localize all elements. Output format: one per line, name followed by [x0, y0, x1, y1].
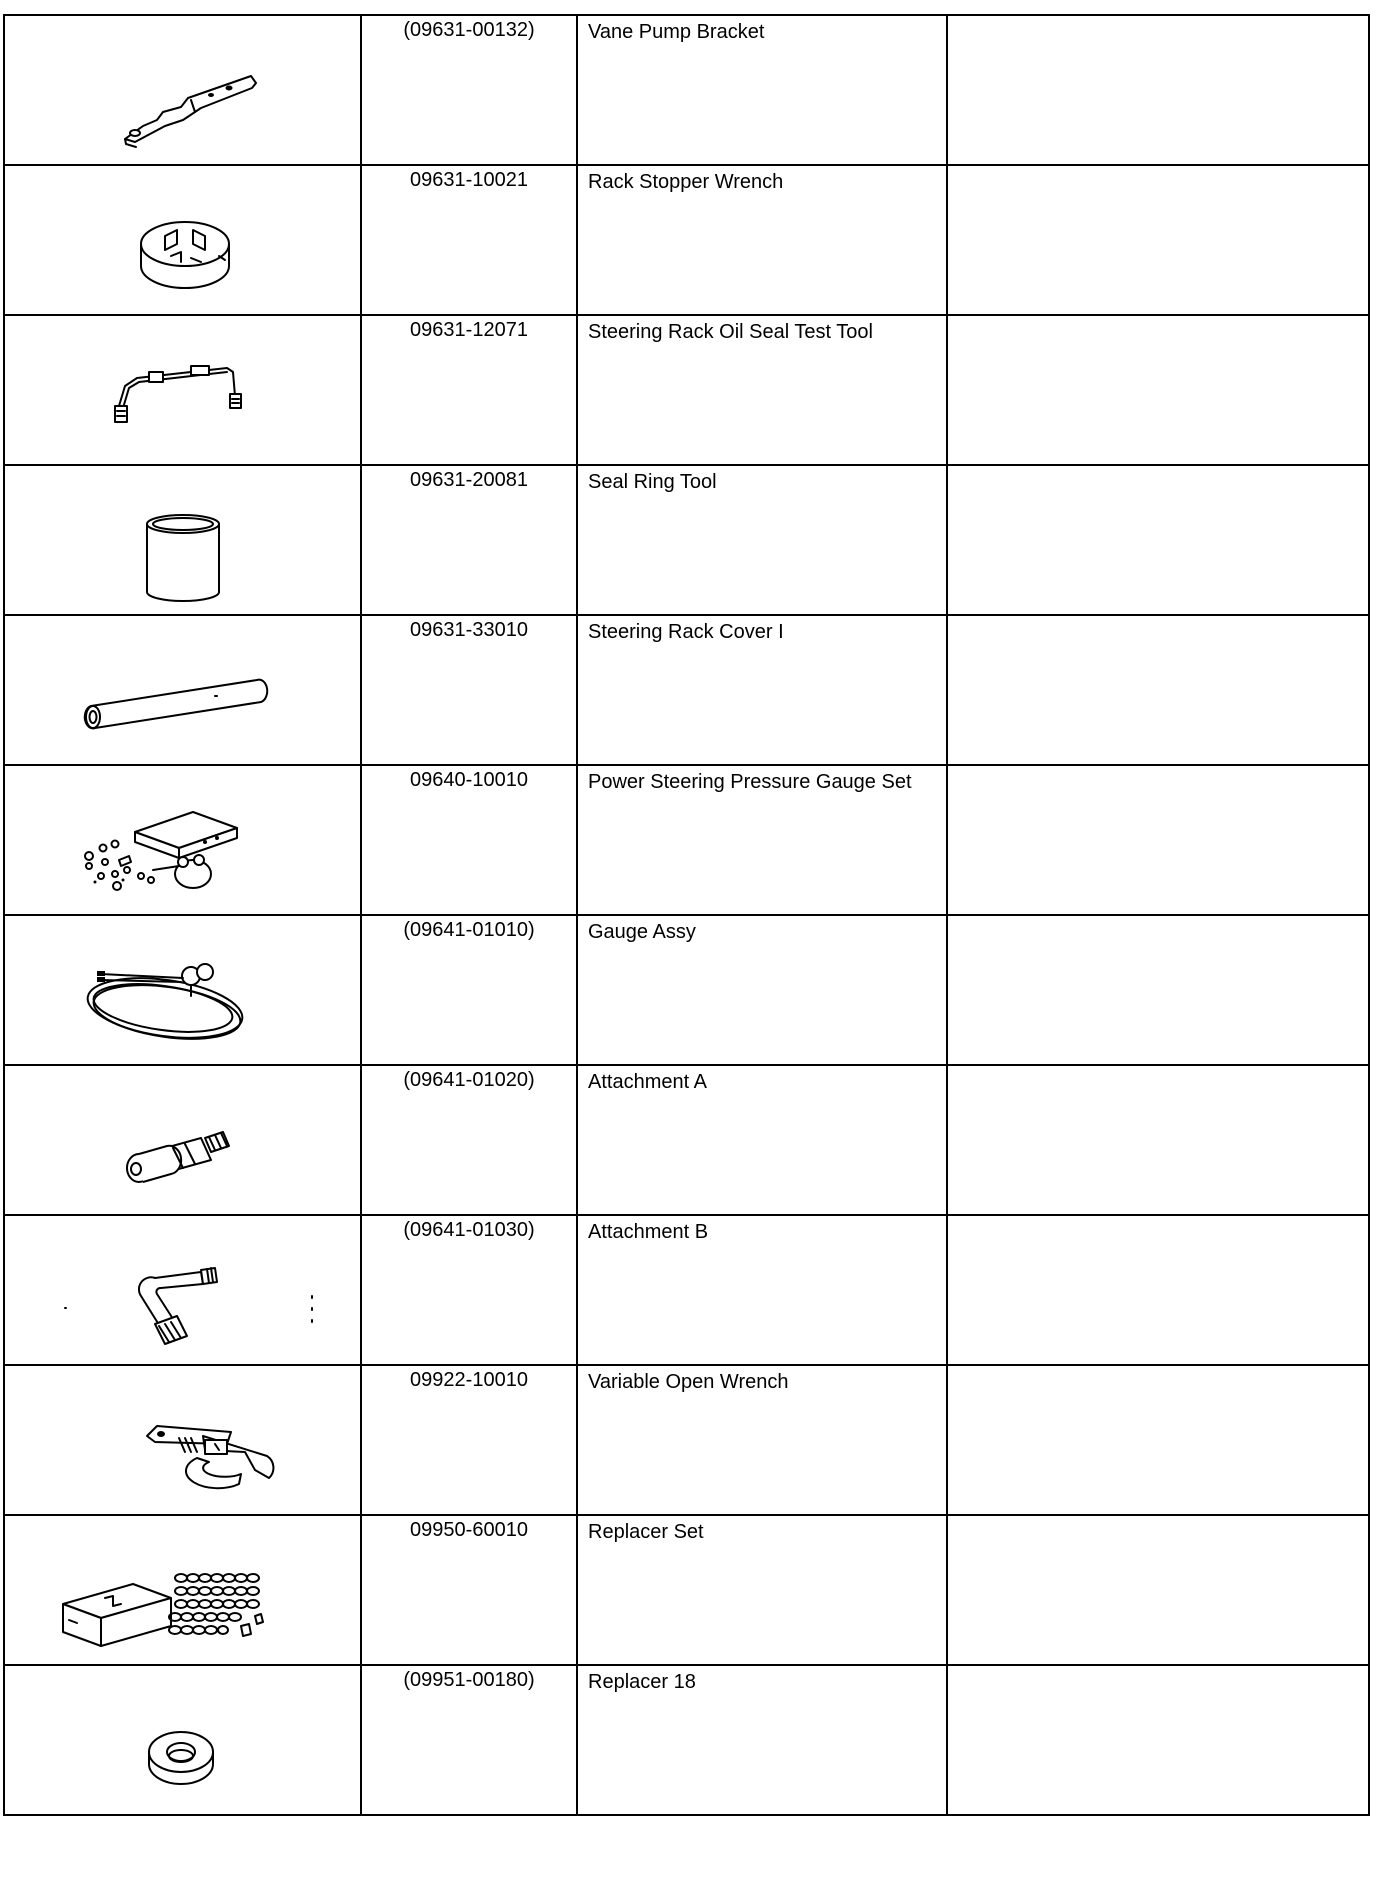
- part-number: (09631-00132): [361, 15, 577, 165]
- variable-open-wrench-icon: [5, 1366, 358, 1516]
- part-number: 09631-33010: [361, 615, 577, 765]
- tool-note: [947, 615, 1369, 765]
- tool-name: Attachment B: [577, 1215, 947, 1365]
- part-number: 09631-20081: [361, 465, 577, 615]
- part-number: (09641-01030): [361, 1215, 577, 1365]
- attachment-b-icon: [5, 1216, 358, 1366]
- tool-illustration-cell: [4, 465, 361, 615]
- tool-name: Steering Rack Cover I: [577, 615, 947, 765]
- seal-ring-tool-icon: [5, 466, 358, 616]
- tool-illustration-cell: [4, 1215, 361, 1365]
- gauge-assy-icon: [5, 916, 358, 1066]
- part-number: 09950-60010: [361, 1515, 577, 1665]
- part-number: 09922-10010: [361, 1365, 577, 1515]
- tool-illustration-cell: [4, 15, 361, 165]
- table-row: [4, 1065, 1369, 1215]
- table-row: [4, 1365, 1369, 1515]
- tool-note: [947, 15, 1369, 165]
- tool-note: [947, 765, 1369, 915]
- replacer-18-icon: [5, 1666, 358, 1816]
- vane-pump-bracket-icon: [5, 16, 358, 166]
- tool-note: [947, 465, 1369, 615]
- part-number: 09631-10021: [361, 165, 577, 315]
- replacer-set-icon: [5, 1516, 358, 1666]
- part-number: (09951-00180): [361, 1665, 577, 1815]
- table-row: [4, 15, 1369, 165]
- table-row: [4, 615, 1369, 765]
- part-number: (09641-01010): [361, 915, 577, 1065]
- oil-seal-test-tool-icon: [5, 316, 358, 466]
- table-row: [4, 1515, 1369, 1665]
- part-number: 09631-12071: [361, 315, 577, 465]
- tool-note: [947, 1515, 1369, 1665]
- tool-name: Power Steering Pressure Gauge Set: [577, 765, 947, 915]
- tool-illustration-cell: [4, 165, 361, 315]
- tool-name: Variable Open Wrench: [577, 1365, 947, 1515]
- tool-note: [947, 1065, 1369, 1215]
- table-row: [4, 465, 1369, 615]
- tool-note: [947, 1365, 1369, 1515]
- part-number: 09640-10010: [361, 765, 577, 915]
- table-row: [4, 765, 1369, 915]
- table-row: [4, 315, 1369, 465]
- tool-name: Vane Pump Bracket: [577, 15, 947, 165]
- tool-name: Gauge Assy: [577, 915, 947, 1065]
- tool-illustration-cell: [4, 765, 361, 915]
- tool-name: Seal Ring Tool: [577, 465, 947, 615]
- attachment-a-icon: [5, 1066, 358, 1216]
- tool-name: Rack Stopper Wrench: [577, 165, 947, 315]
- tool-name: Replacer 18: [577, 1665, 947, 1815]
- tool-illustration-cell: [4, 1065, 361, 1215]
- tool-name: Attachment A: [577, 1065, 947, 1215]
- tool-name: Replacer Set: [577, 1515, 947, 1665]
- tool-illustration-cell: [4, 1515, 361, 1665]
- tool-note: [947, 915, 1369, 1065]
- tool-note: [947, 315, 1369, 465]
- pressure-gauge-set-icon: [5, 766, 358, 916]
- tool-illustration-cell: [4, 315, 361, 465]
- rack-stopper-wrench-icon: [5, 166, 358, 316]
- tool-illustration-cell: [4, 1665, 361, 1815]
- tool-note: [947, 1665, 1369, 1815]
- tool-note: [947, 1215, 1369, 1365]
- table-row: [4, 165, 1369, 315]
- table-row: [4, 1215, 1369, 1365]
- tool-illustration-cell: [4, 1365, 361, 1515]
- tool-note: [947, 165, 1369, 315]
- table-row: [4, 915, 1369, 1065]
- table-row: [4, 1665, 1369, 1815]
- part-number: (09641-01020): [361, 1065, 577, 1215]
- special-tools-table: [3, 14, 1370, 1816]
- tool-illustration-cell: [4, 915, 361, 1065]
- tool-illustration-cell: [4, 615, 361, 765]
- steering-rack-cover-icon: [5, 616, 358, 766]
- tool-name: Steering Rack Oil Seal Test Tool: [577, 315, 947, 465]
